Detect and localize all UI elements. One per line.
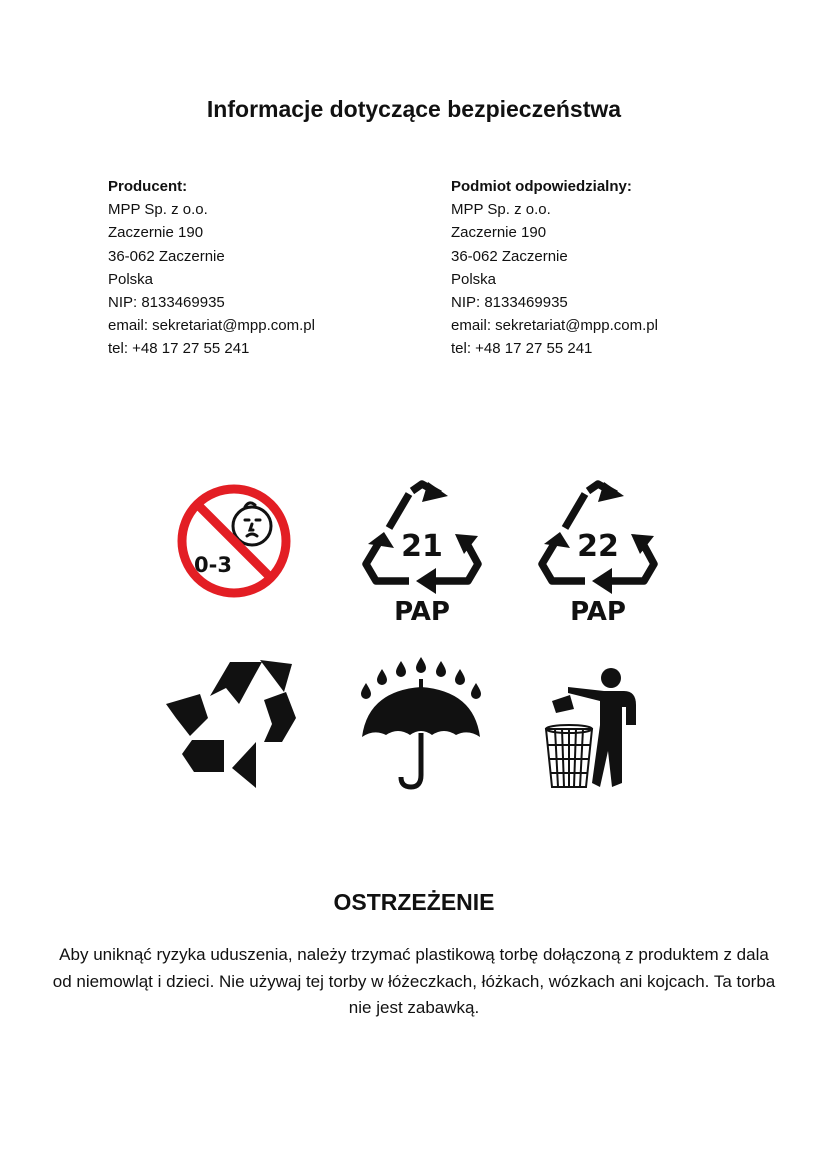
pap-21-recycling-icon — [360, 478, 485, 628]
resin-code-21: 21 — [401, 529, 443, 564]
warning-title: OSTRZEŻENIE — [333, 889, 495, 915]
responsible-line: Polska — [451, 270, 497, 288]
producer-block — [108, 175, 315, 361]
producer-line: Zaczernie 190 — [108, 224, 204, 242]
warning-text: Aby uniknąć ryzyka uduszenia, należy trzymać plastikową torbę dołączoną z produktem z dala od niemowląt i dzieci. Nie używaj tej torby w łóżeczkach, łóżkach, wózkach ani kojcach. Ta torba nie jest zabawką. — [52, 945, 776, 1017]
responsible-line: MPP Sp. z o.o. — [451, 201, 551, 219]
responsible-line: NIP: 8133469935 — [451, 294, 568, 312]
producer-heading: Producent: — [108, 178, 188, 195]
responsible-block — [451, 175, 658, 361]
resin-code-22: 22 — [577, 529, 619, 564]
responsible-line: Zaczernie 190 — [451, 224, 547, 242]
pap-22-recycling-icon — [536, 478, 661, 628]
producer-line: 36-062 Zaczernie — [108, 247, 225, 265]
responsible-heading: Podmiot odpowiedzialny: — [451, 178, 632, 195]
not-for-children-0-3-icon — [175, 483, 295, 601]
responsible-line: tel: +48 17 27 55 241 — [451, 340, 593, 358]
dispose-in-bin-icon — [540, 665, 640, 791]
responsible-line: email: sekretariat@mpp.com.pl — [451, 317, 658, 335]
producer-line: email: sekretariat@mpp.com.pl — [108, 317, 315, 335]
age-range-label: 0-3 — [194, 553, 232, 577]
producer-line: Polska — [108, 270, 154, 288]
responsible-line: 36-062 Zaczernie — [451, 247, 568, 265]
material-label-pap: PAP — [394, 597, 450, 627]
producer-line: NIP: 8133469935 — [108, 294, 225, 312]
material-label-pap: PAP — [570, 597, 626, 627]
producer-line: MPP Sp. z o.o. — [108, 201, 208, 219]
page-title: Informacje dotyczące bezpieczeństwa — [206, 96, 622, 122]
producer-line: tel: +48 17 27 55 241 — [108, 340, 250, 358]
keep-dry-umbrella-icon — [356, 655, 486, 791]
recycle-arrows-icon — [164, 658, 300, 790]
